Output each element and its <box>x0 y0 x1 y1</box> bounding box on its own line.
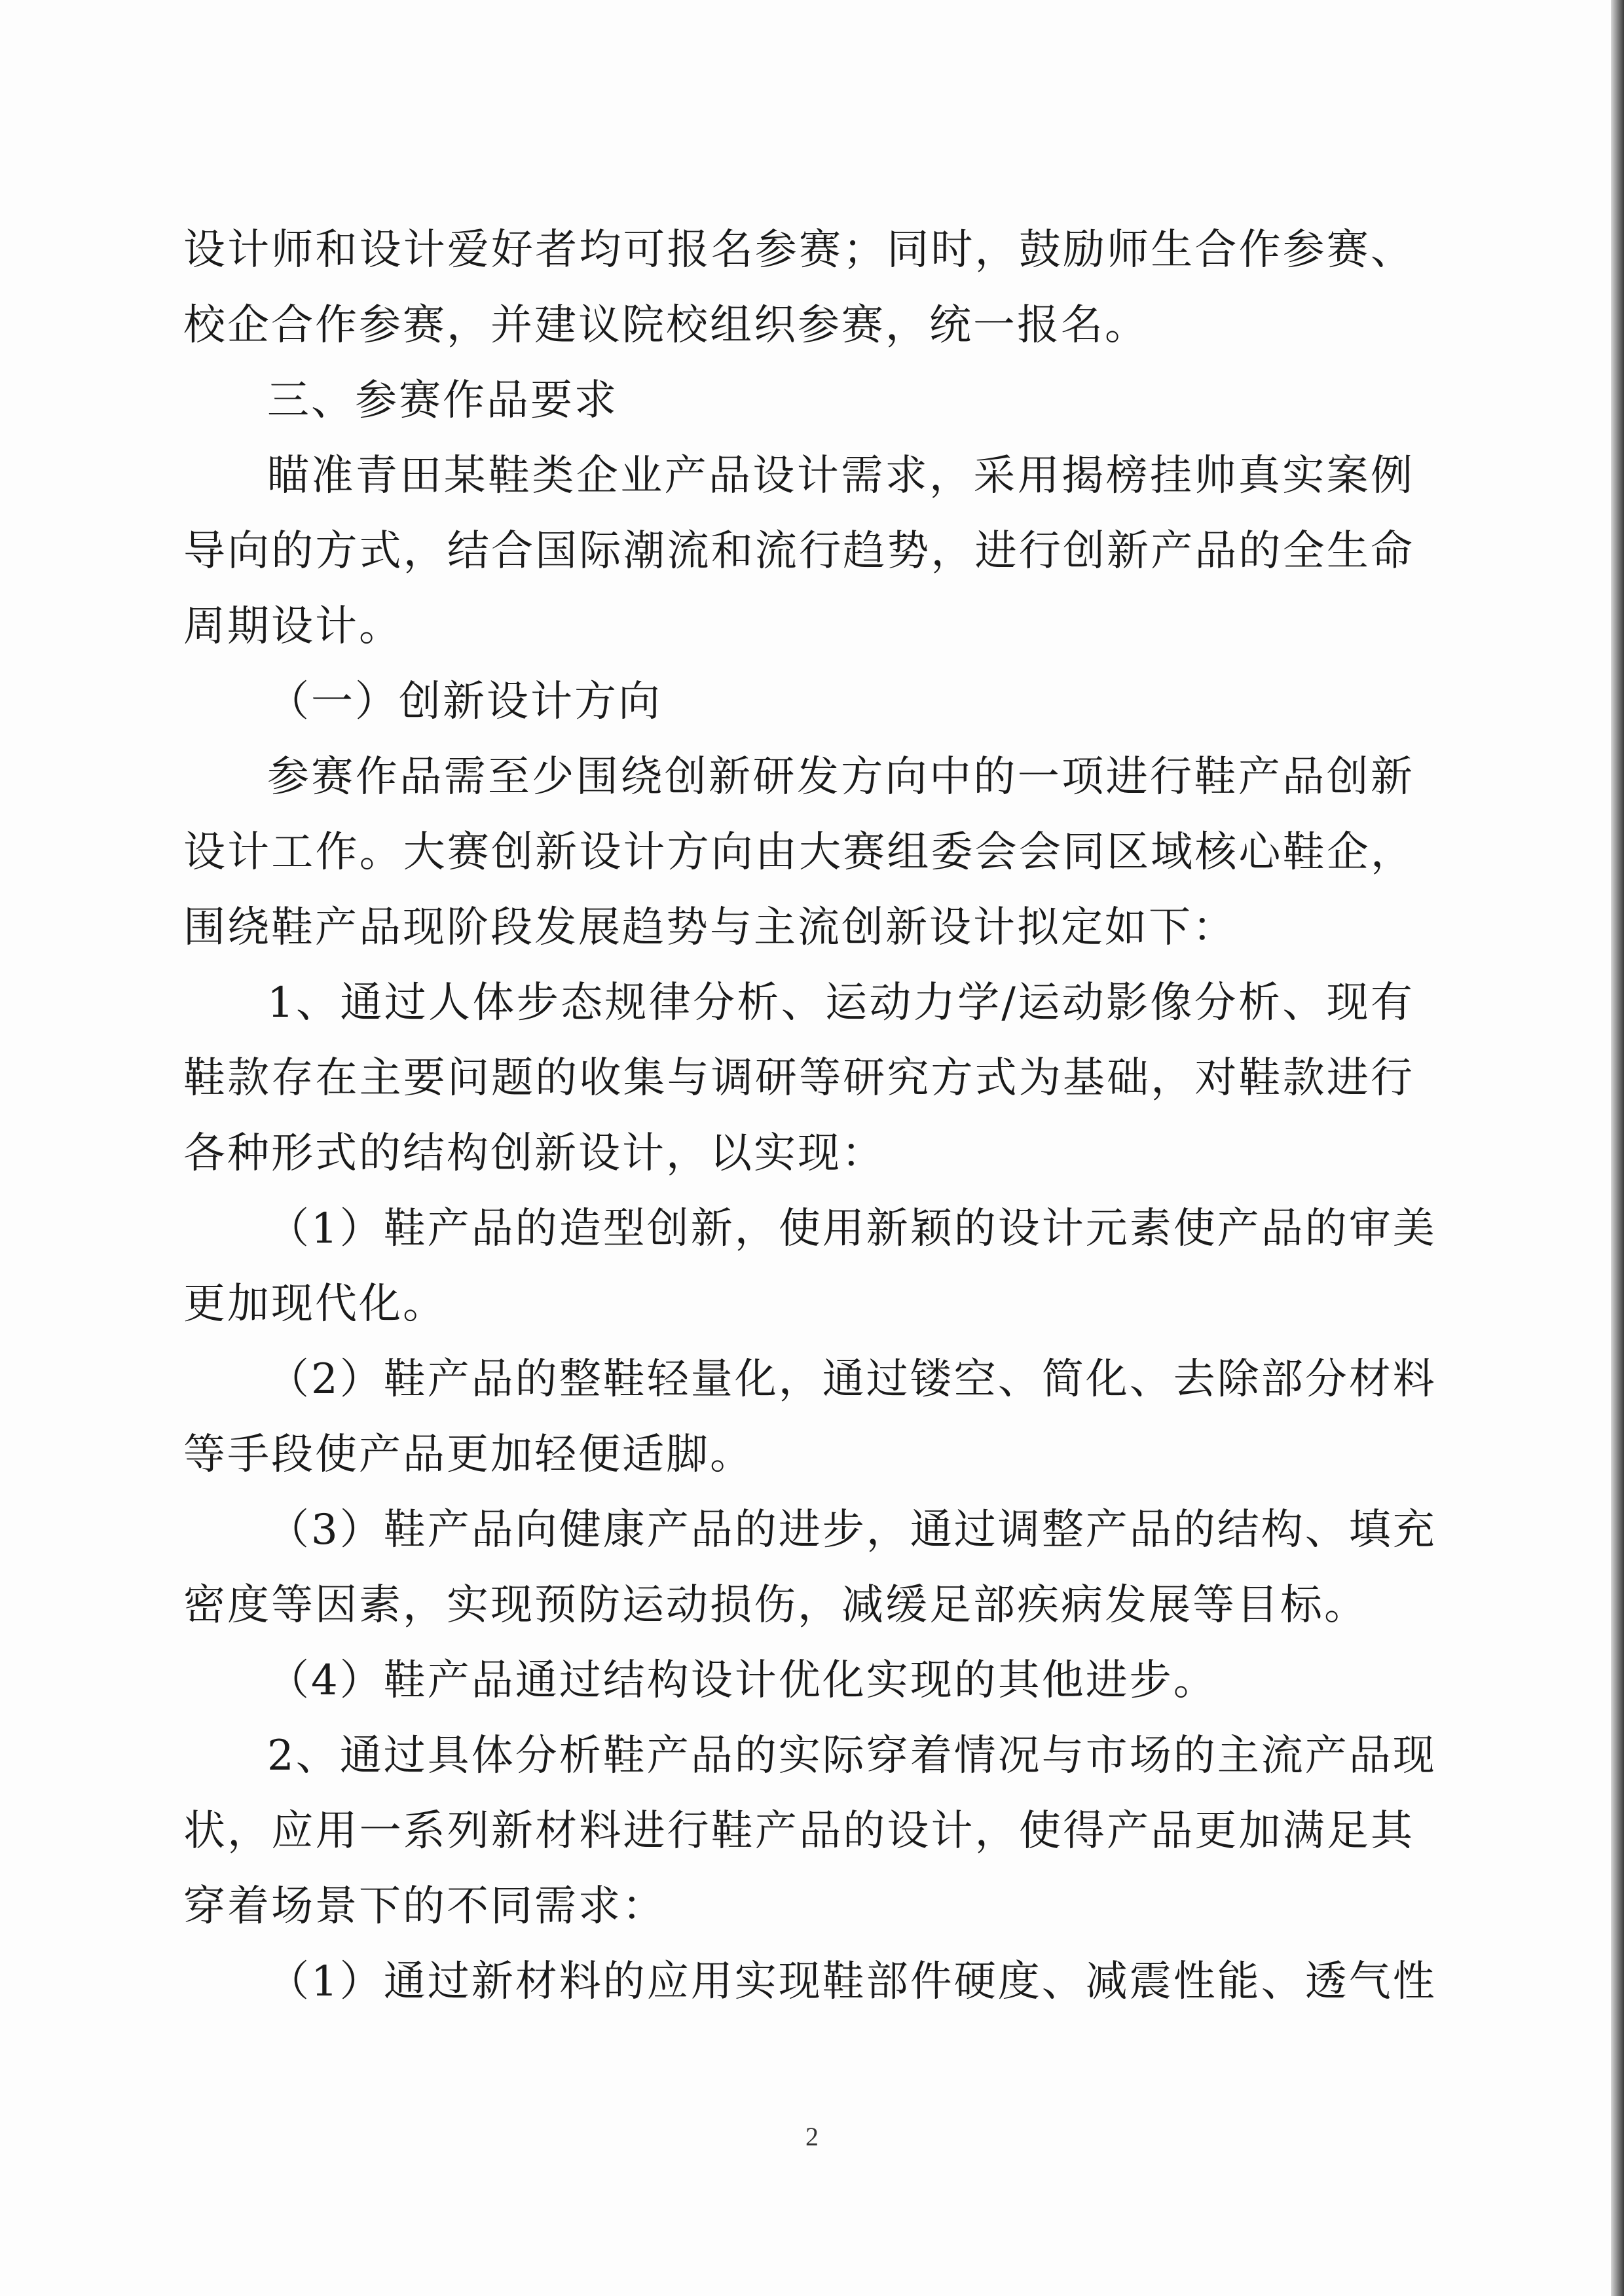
text-line: 1、通过人体步态规律分析、运动力学/运动影像分析、现有 <box>267 979 1414 1027</box>
text-line: 各种形式的结构创新设计，以实现： <box>183 1129 885 1178</box>
text-line: 穿着场景下的不同需求： <box>183 1882 666 1931</box>
text-line: 瞄准青田某鞋类企业产品设计需求，采用揭榜挂帅真实案例 <box>267 452 1414 500</box>
text-line: 导向的方式，结合国际潮流和流行趋势，进行创新产品的全生命 <box>183 527 1414 575</box>
section-heading: 三、参赛作品要求 <box>267 376 618 425</box>
text-line: 校企合作参赛，并建议院校组织参赛，统一报名。 <box>183 301 1149 350</box>
text-line: 2、通过具体分析鞋产品的实际穿着情况与市场的主流产品现 <box>267 1732 1437 1780</box>
text-line: 鞋款存在主要问题的收集与调研等研究方式为基础，对鞋款进行 <box>183 1054 1414 1102</box>
body-text <box>183 213 1437 2020</box>
text-line: （1）鞋产品的造型创新，使用新颖的设计元素使产品的审美 <box>267 1205 1437 1253</box>
text-line: 状，应用一系列新材料进行鞋产品的设计，使得产品更加满足其 <box>183 1807 1414 1855</box>
text-line: 设计工作。大赛创新设计方向由大赛组委会会同区域核心鞋企， <box>183 828 1414 877</box>
text-line: 围绕鞋产品现阶段发展趋势与主流创新设计拟定如下： <box>183 903 1236 952</box>
text-line: 密度等因素，实现预防运动损伤，减缓足部疾病发展等目标。 <box>183 1581 1368 1630</box>
text-line: （2）鞋产品的整鞋轻量化，通过镂空、简化、去除部分材料 <box>267 1355 1437 1404</box>
text-line: 参赛作品需至少围绕创新研发方向中的一项进行鞋产品创新 <box>267 753 1414 801</box>
text-line: 等手段使产品更加轻便适脚。 <box>183 1430 754 1479</box>
subsection-heading: （一）创新设计方向 <box>267 678 662 726</box>
text-line: 周期设计。 <box>183 602 403 651</box>
scan-edge <box>1611 0 1624 2296</box>
page-number: 2 <box>805 2122 819 2151</box>
text-line: （4）鞋产品通过结构设计优化实现的其他进步。 <box>267 1656 1217 1705</box>
text-line: （3）鞋产品向健康产品的进步，通过调整产品的结构、填充 <box>267 1506 1437 1554</box>
text-line: 更加现代化。 <box>183 1280 447 1328</box>
text-line: （1）通过新材料的应用实现鞋部件硬度、减震性能、透气性 <box>267 1958 1437 2006</box>
text-line: 设计师和设计爱好者均可报名参赛；同时，鼓励师生合作参赛、 <box>183 226 1414 274</box>
